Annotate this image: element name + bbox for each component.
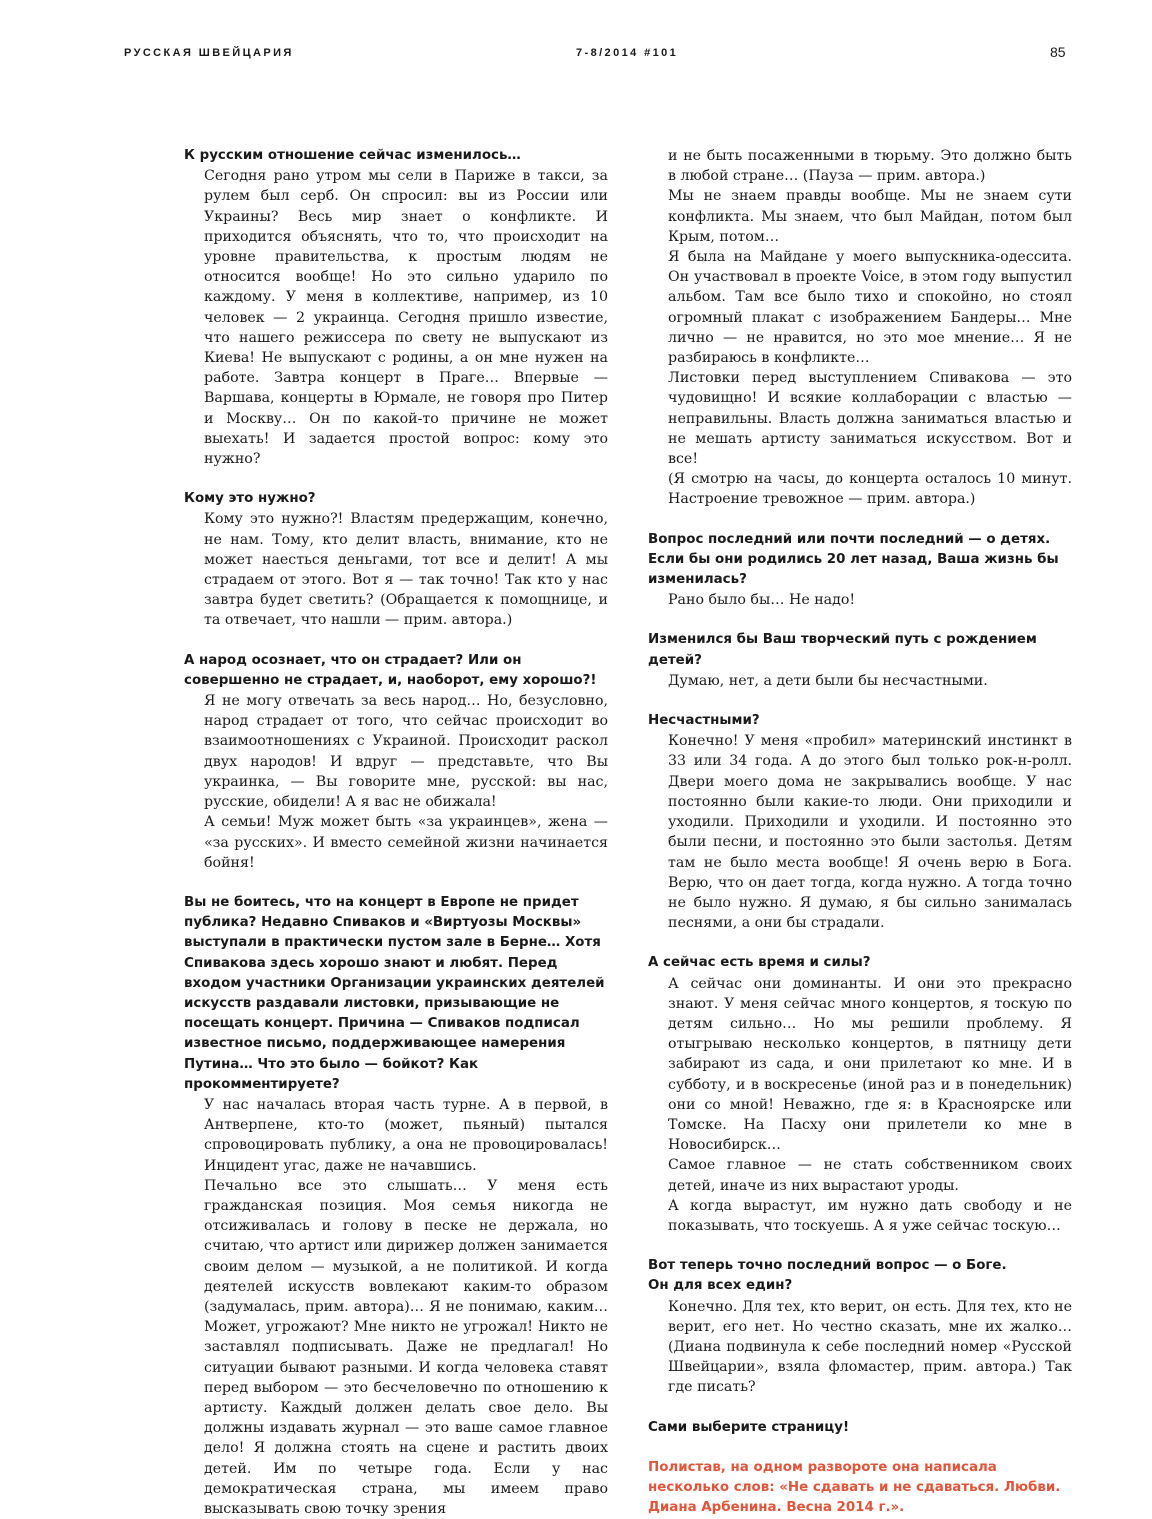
question: А народ осознает, что он страдает? Или он совершенно не страдает, и, наоборот, ему хорошо?! (184, 652, 597, 688)
answer: (Я смотрю на часы, до концерта осталось 10 минут. Настроение тревожное — прим. автора.) (668, 471, 1072, 508)
right-column (648, 146, 1072, 1518)
left-column (184, 146, 608, 1519)
page-number: 85 (1050, 44, 1066, 60)
answer: Сегодня рано утром мы сели в Париже в такси, за рулем был серб. Он спросил: вы из России или Украины? Весь мир знает о конфликте. И приходится объяснять, что то, что происходит на уровне правительства, к простым людям не относится вообще! Но это сильно ударило по каждому. У меня в коллективе, например, из 10 человек — 2 украинца. Сегодня пришло известие, что нашего режиссера по свету не выпускают из Киева! Не выпускают с родины, а он мне нужен на работе. Завтра концерт в Праге… Впервые — Варшава, концерты в Юрмале, не говоря про Питер и Москву… Он по какой-то причине не может выехать! И задается простой вопрос: кому это нужно? (204, 168, 608, 468)
spacer (184, 631, 608, 651)
spacer (648, 933, 1072, 953)
question: А сейчас есть время и силы? (648, 955, 871, 971)
question: Изменился бы Ваш творческий путь с рождением детей? (648, 632, 1037, 668)
answer: А сейчас они доминанты. И они это прекрасно знают. У меня сейчас много концертов, я тоскую по детям сильно… Но мы решили проблему. Я отыгрываю несколько концертов, в пятницу дети забирают из сада, и они прилетают ко мне. И в субботу, и в воскресенье (иной раз и в понедельник) они со мной! Неважно, где я: в Красноярске или Томске. На Пасху они прилетели ко мне в Новосибирск… (668, 975, 1072, 1154)
question: Вот теперь точно последний вопрос — о Боге. (648, 1258, 1007, 1274)
answer: А семьи! Муж может быть «за украинцев», жена — «за русских». И вместо семейной жизни начинается бойня! (204, 814, 608, 871)
question: Вы не боитесь, что на концерт в Европе не придет публика? Недавно Спиваков и «Виртуозы Москвы» выступали в практически пустом зале в Берне… Хотя Спивакова здесь хорошо знают и любят. Перед входом участники Организации украинских деятелей искусств раздавали листовки, призывающие не посещать концерт. Причина — Спиваков подписал известное письмо, поддерживающее намерения Путина… Что это было — бойкот? Как прокомментируете? (184, 894, 605, 1092)
answer: Печально все это слышать… У меня есть гражданская позиция. Моя семья никогда не отсиживалась и голову в песке не держала, но считаю, что артист или дирижер должен занимается своим делом — музыкой, а не политикой. И когда деятелей искусств вовлекают каким-то образом (задумалась, прим. автора)… Я не понимаю, каким… Может, угрожают? Мне никто не угрожал! Никто не заставлял подписывать. Даже не предлагал! Но ситуации бывают разными. И когда человека ставят перед выбором — это бесчеловечно по отношению к артисту. Каждый должен делать свое дело. Вы должны издавать журнал — это ваше самое главное дело! Я должна стоять на сцене и растить двоих детей. Им по четыре года. Если у нас демократическая страна, мы имеем право высказывать свою точку зрения (204, 1177, 608, 1517)
magazine-title: РУССКАЯ ШВЕЙЦАРИЯ (124, 47, 294, 59)
answer: У нас началась вторая часть турне. А в первой, в Антверпене, кто-то (может, пьяный) пытался спровоцировать публику, а она не провоцировалась! Инцидент угас, даже не начавшись. (204, 1096, 608, 1174)
spacer (648, 610, 1072, 630)
question: Он для всех един? (648, 1278, 793, 1294)
spacer (648, 510, 1072, 530)
spacer (648, 1398, 1072, 1418)
question: Несчастными? (648, 713, 760, 729)
spacer (648, 1438, 1072, 1458)
answer: Листовки перед выступлением Спивакова — это чудовищно! И всякие коллаборации с властью — неправильны. Власть должна заниматься властью и не мешать артисту заниматься искусством. Вот и все! (668, 370, 1072, 468)
spacer (648, 691, 1072, 711)
answer: Рано было бы… Не надо! (668, 592, 856, 609)
answer: Кому это нужно?! Властям предержащим, конечно, не нам. Тому, кто делит власть, внимание, кто не может наесться деньгами, тот все и делит! А мы страдаем от этого. Вот я — так точно! Так кто у нас завтра будет светить? (Обращается к помощнице, и та отвечает, что нашли — прим. автора.) (204, 511, 608, 629)
issue-number: 7-8/2014 #101 (576, 47, 679, 59)
answer: Самое главное — не стать собственником своих детей, иначе из них вырастают уроды. (668, 1157, 1072, 1194)
answer: Я была на Майдане у моего выпускника-одессита. Он участвовал в проекте Voice, в этом году выпустил альбом. Там все было тихо и спокойно, но стоял огромный плакат с изображением Бандеры… Мне лично — не нравится, но это мое мнение… Я не разбираюсь в конфликте… (668, 249, 1072, 367)
spacer (648, 1236, 1072, 1256)
question: Вопрос последний или почти последний — о детях. Если бы они родились 20 лет назад, Ваша жизнь бы изменилась? (648, 531, 1059, 588)
answer: А когда вырастут, им нужно дать свободу и не показывать, что тоскуешь. А я уже сейчас тоскую… (668, 1197, 1072, 1234)
answer: Конечно! У меня «пробил» материнский инстинкт в 33 или 34 года. А до этого был только рок-н-ролл. Двери моего дома не закрывались вообще. У нас постоянно были какие-то люди. Они приходили и уходили. Приходили и уходили. И постоянно это были песни, и постоянно это были застолья. Детям там не было места вообще! Я очень верю в Бога. Верю, что он дает тогда, когда нужно. А тогда точно не было нужно. Я думаю, я бы сильно занималась песнями, а они бы страдали. (668, 733, 1072, 932)
answer: Думаю, нет, а дети были бы несчастными. (668, 672, 988, 689)
question: Сами выберите страницу! (648, 1419, 850, 1435)
question: К русским отношение сейчас изменилось… (184, 148, 521, 163)
question: Кому это нужно? (184, 491, 316, 507)
answer: Я не могу отвечать за весь народ… Но, безусловно, народ страдает от того, что сейчас происходит во взаимоотношениях с Украиной. Происходит раскол двух народов! И вдруг — представьте, что Вы украинка, — Вы говорите мне, русской: вы нас, русские, обидели! А я вас не обижала! (204, 693, 608, 811)
answer: и не быть посаженными в тюрьму. Это должно быть в любой стране… (Пауза — прим. автора.) (668, 148, 1072, 185)
answer: Мы не знаем правды вообще. Мы не знаем сути конфликта. Мы знаем, что был Майдан, потом был Крым, потом… (668, 188, 1072, 245)
spacer (184, 469, 608, 489)
closing-note: Полистав, на одном развороте она написала несколько слов: «Не сдавать и не сдаваться. Любви. Диана Арбенина. Весна 2014 г.». (648, 1459, 1061, 1516)
spacer (184, 873, 608, 893)
answer: Конечно. Для тех, кто верит, он есть. Для тех, кто не верит, его нет. Но честно сказать, мне их жалко… (Диана подвинула к себе последний номер «Русской Швейцарии», взяла фломастер, прим. автора.) Так где писать? (668, 1298, 1072, 1396)
